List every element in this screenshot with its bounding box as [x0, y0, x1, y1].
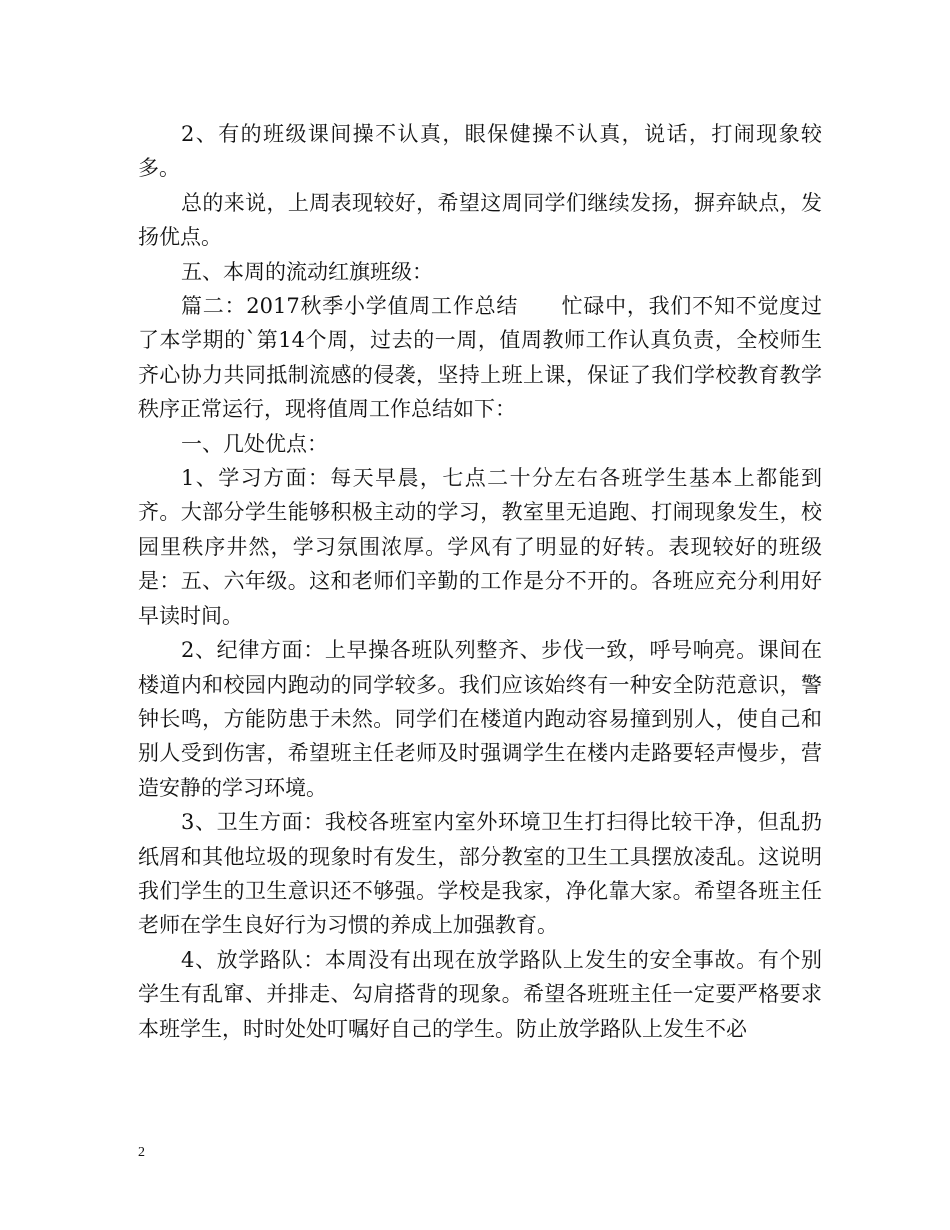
paragraph-item-2-problems: 2、有的班级课间操不认真，眼保健操不认真，说话，打闹现象较多。 — [138, 122, 822, 181]
paragraph-summary: 总的来说，上周表现较好，希望这周同学们继续发扬，摒弃缺点，发扬优点。 — [138, 190, 822, 250]
paragraph-discipline: 2、纪律方面：上早操各班队列整齐、步伐一致，呼号响亮。课间在楼道内和校园内跑动的同学较多。我们应该始终有一种安全防范意识，警钟长鸣，方能防患于未然。同学们在楼道内跑动容易撞到别人，使自己和别人受到伤害，希望班主任老师及时强调学生在楼内走路要轻声慢步，营造安静的学习环境。 — [138, 638, 822, 800]
paragraph-section-five-heading: 五、本周的流动红旗班级： — [181, 259, 433, 284]
document-body — [138, 117, 822, 1046]
paragraph-study: 1、学习方面：每天早晨，七点二十分左右各班学生基本上都能到齐。大部分学生能够积极主动的学习，教室里无追跑、打闹现象发生，校园里秩序井然，学习氛围浓厚。学风有了明显的好转。表现较好的班级是：五、六年级。这和老师们辛勤的工作是分不开的。各班应充分利用好早读时间。 — [138, 466, 822, 628]
page-number: 2 — [138, 1145, 145, 1160]
paragraph-dismissal-line: 4、放学路队：本周没有出现在放学路队上发生的安全事故。有个别学生有乱窜、并排走、勾肩搭背的现象。希望各班班主任一定要严格要求本班学生，时时处处叮嘱好自己的学生。防止放学路队上发生不必 — [138, 947, 822, 1041]
paragraph-article-two-intro: 篇二：2017秋季小学值周工作总结 忙碌中，我们不知不觉度过了本学期的`第14个周，过去的一周，值周教师工作认真负责，全校师生齐心协力共同抵制流感的侵袭，坚持上班上课，保证了我们学校教育教学秩序正常运行，现将值周工作总结如下： — [138, 294, 822, 422]
paragraph-section-one-heading: 一、几处优点： — [181, 431, 328, 456]
paragraph-hygiene: 3、卫生方面：我校各班室内室外环境卫生打扫得比较干净，但乱扔纸屑和其他垃圾的现象时有发生，部分教室的卫生工具摆放凌乱。这说明我们学生的卫生意识还不够强。学校是我家，净化靠大家。希望各班主任老师在学生良好行为习惯的养成上加强教育。 — [138, 810, 822, 938]
